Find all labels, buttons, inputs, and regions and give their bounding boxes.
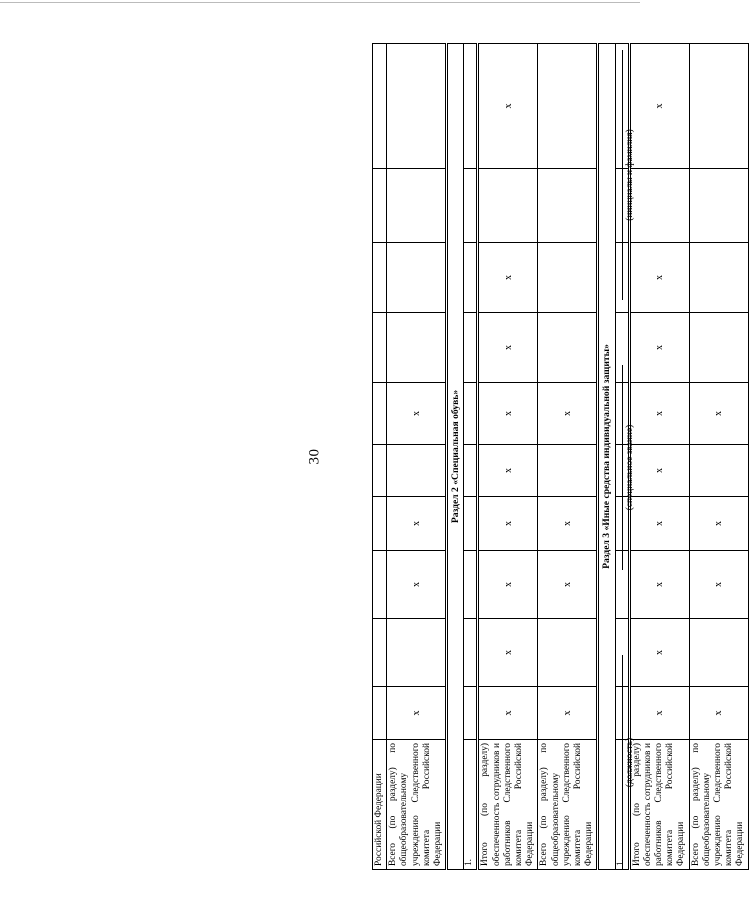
signature-line bbox=[622, 50, 623, 300]
table-cell bbox=[387, 169, 447, 243]
table-cell: x bbox=[629, 551, 689, 619]
table-cell bbox=[689, 44, 748, 169]
table-cell bbox=[464, 687, 478, 740]
table-cell bbox=[464, 497, 478, 551]
table-cell: x bbox=[387, 383, 447, 445]
table-cell: x bbox=[689, 687, 748, 740]
table-cell bbox=[373, 687, 387, 740]
page-number: 30 bbox=[306, 448, 323, 465]
table-row bbox=[464, 44, 478, 870]
section-header-row bbox=[447, 44, 464, 870]
table-cell bbox=[689, 313, 748, 383]
signature-rank-caption: (специальное звание) bbox=[625, 424, 635, 511]
table-cell: x bbox=[629, 619, 689, 687]
table-cell: x bbox=[689, 383, 748, 445]
row-number: 1. bbox=[615, 740, 629, 870]
signature-name bbox=[622, 50, 662, 300]
table-cell bbox=[373, 243, 387, 313]
table-cell: x bbox=[629, 44, 689, 169]
table-cell: x bbox=[538, 497, 598, 551]
section-header-row bbox=[598, 44, 615, 870]
table-cell: x bbox=[478, 445, 538, 497]
table-row bbox=[689, 44, 748, 870]
table-cell: x bbox=[478, 551, 538, 619]
table-cell bbox=[387, 313, 447, 383]
table-cell bbox=[689, 243, 748, 313]
table-cell: x bbox=[478, 497, 538, 551]
table-cell: x bbox=[629, 445, 689, 497]
table-cell bbox=[373, 551, 387, 619]
table-cell: x bbox=[629, 313, 689, 383]
table-cell bbox=[464, 445, 478, 497]
section-3-title: Раздел 3 «Иные средства индивидуальной защиты» bbox=[598, 44, 615, 870]
table-cell: x bbox=[478, 687, 538, 740]
rotated-page-content bbox=[372, 44, 746, 870]
table-cell bbox=[464, 313, 478, 383]
row-label: Всего (по разделу) по общеобразовательному учреждению Следственного комитета Российской Федерации bbox=[689, 740, 748, 870]
table-row bbox=[538, 44, 598, 870]
row-number: 1. bbox=[464, 740, 478, 870]
table-cell bbox=[464, 243, 478, 313]
table-cell: x bbox=[629, 497, 689, 551]
table-cell: x bbox=[387, 497, 447, 551]
table-cell bbox=[538, 243, 598, 313]
row-label: Итого (по разделу) обеспеченность сотрудников и работников Следственного комитета Российской Федерации bbox=[478, 740, 538, 870]
table-cell: x bbox=[629, 383, 689, 445]
table-cell bbox=[464, 551, 478, 619]
table-cell bbox=[373, 169, 387, 243]
table-body bbox=[373, 44, 749, 870]
table-cell: x bbox=[387, 687, 447, 740]
signature-position bbox=[622, 655, 662, 870]
table-cell bbox=[373, 44, 387, 169]
table-row bbox=[373, 44, 387, 870]
table-cell bbox=[373, 619, 387, 687]
table-cell bbox=[538, 313, 598, 383]
table-cell bbox=[464, 44, 478, 169]
signature-line bbox=[622, 655, 623, 870]
table-cell bbox=[538, 44, 598, 169]
table-cell: x bbox=[538, 383, 598, 445]
table-cell bbox=[538, 169, 598, 243]
table-cell: x bbox=[387, 551, 447, 619]
table-cell: x bbox=[689, 497, 748, 551]
table-cell: x bbox=[478, 44, 538, 169]
table-cell bbox=[387, 243, 447, 313]
row-label: Всего (по разделу) по общеобразовательному учреждению Следственного комитета Российской Федерации bbox=[387, 740, 447, 870]
table-cell: x bbox=[478, 243, 538, 313]
table-cell: x bbox=[538, 551, 598, 619]
table-cell bbox=[373, 445, 387, 497]
signature-line bbox=[622, 365, 623, 570]
table-row bbox=[387, 44, 447, 870]
table-cell bbox=[538, 619, 598, 687]
row-label: Всего (по разделу) по общеобразовательному учреждению Следственного комитета Российской Федерации bbox=[538, 740, 598, 870]
section-2-title: Раздел 2 «Специальная обувь» bbox=[447, 44, 464, 870]
row-label: Российской Федерации bbox=[373, 740, 387, 870]
table-cell: x bbox=[478, 619, 538, 687]
table-cell bbox=[387, 44, 447, 169]
top-edge-line bbox=[0, 2, 640, 3]
signature-position-caption: (должность) bbox=[625, 737, 635, 788]
table-row bbox=[478, 44, 538, 870]
table-cell: x bbox=[629, 687, 689, 740]
table-cell: x bbox=[629, 243, 689, 313]
table-cell bbox=[373, 313, 387, 383]
table-cell: x bbox=[478, 383, 538, 445]
provision-table bbox=[372, 43, 749, 870]
table-cell bbox=[689, 619, 748, 687]
table-cell bbox=[387, 619, 447, 687]
table-cell bbox=[387, 445, 447, 497]
table-cell bbox=[689, 169, 748, 243]
table-cell bbox=[373, 383, 387, 445]
table-cell: x bbox=[689, 551, 748, 619]
table-cell bbox=[464, 619, 478, 687]
table-cell bbox=[464, 383, 478, 445]
table-cell: x bbox=[478, 313, 538, 383]
table-cell: x bbox=[538, 687, 598, 740]
signature-rank bbox=[622, 365, 662, 570]
signature-name-caption: (инициалы и фамилия) bbox=[625, 129, 635, 221]
table-cell bbox=[464, 169, 478, 243]
table-cell bbox=[689, 445, 748, 497]
table-cell bbox=[373, 497, 387, 551]
row-label: Итого (по разделу) обеспеченность сотрудников и работников Следственного комитета Российской Федерации bbox=[629, 740, 689, 870]
table-cell bbox=[478, 169, 538, 243]
table-cell bbox=[538, 445, 598, 497]
